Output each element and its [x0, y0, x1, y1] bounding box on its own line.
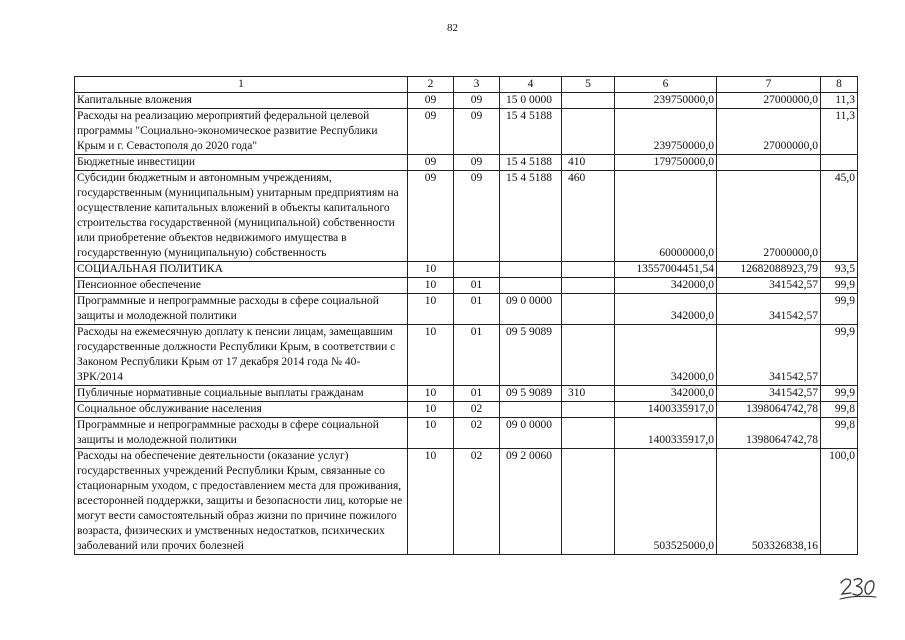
planned-amount-cell: 13557004451,54: [615, 262, 717, 278]
percent-cell: 93,5: [821, 262, 858, 278]
expense-type-cell: [562, 294, 615, 325]
target-article-cell: [500, 402, 562, 418]
subsection-code-cell: 01: [454, 386, 500, 402]
table-row: [75, 278, 858, 294]
table-row: [75, 171, 858, 262]
header-row: [75, 77, 858, 93]
planned-amount-cell: 1400335917,0: [615, 402, 717, 418]
target-article-cell: [500, 262, 562, 278]
row-name-cell: СОЦИАЛЬНАЯ ПОЛИТИКА: [75, 262, 408, 278]
header-cell: 1: [75, 77, 408, 93]
subsection-code-cell: 09: [454, 93, 500, 109]
target-article-cell: 15 4 5188: [500, 155, 562, 171]
table-row: [75, 325, 858, 386]
section-code-cell: 10: [408, 386, 454, 402]
percent-cell: 99,9: [821, 278, 858, 294]
planned-amount-cell: 239750000,0: [615, 93, 717, 109]
actual-amount-cell: 341542,57: [717, 325, 821, 386]
percent-cell: 99,8: [821, 418, 858, 449]
actual-amount-cell: 503326838,16: [717, 449, 821, 555]
target-article-cell: 15 4 5188: [500, 171, 562, 262]
target-article-cell: 15 0 0000: [500, 93, 562, 109]
header-cell: 5: [562, 77, 615, 93]
subsection-code-cell: 02: [454, 418, 500, 449]
expense-type-cell: [562, 325, 615, 386]
planned-amount-cell: 503525000,0: [615, 449, 717, 555]
section-code-cell: 10: [408, 262, 454, 278]
header-cell: 7: [717, 77, 821, 93]
section-code-cell: 10: [408, 418, 454, 449]
section-code-cell: 10: [408, 402, 454, 418]
table-row: [75, 93, 858, 109]
row-name-cell: Публичные нормативные социальные выплаты гражданам: [75, 386, 408, 402]
header-cell: 6: [615, 77, 717, 93]
section-code-cell: 10: [408, 449, 454, 555]
row-name-cell: Капитальные вложения: [75, 93, 408, 109]
page-number: 82: [447, 22, 458, 34]
table-row: [75, 155, 858, 171]
percent-cell: [821, 155, 858, 171]
actual-amount-cell: 27000000,0: [717, 171, 821, 262]
expense-type-cell: [562, 402, 615, 418]
expense-type-cell: [562, 449, 615, 555]
planned-amount-cell: 342000,0: [615, 325, 717, 386]
section-code-cell: 10: [408, 278, 454, 294]
actual-amount-cell: 341542,57: [717, 386, 821, 402]
actual-amount-cell: 341542,57: [717, 278, 821, 294]
expense-type-cell: 410: [562, 155, 615, 171]
header-cell: 3: [454, 77, 500, 93]
target-article-cell: 09 0 0000: [500, 294, 562, 325]
percent-cell: 45,0: [821, 171, 858, 262]
subsection-code-cell: 01: [454, 294, 500, 325]
section-code-cell: 10: [408, 294, 454, 325]
subsection-code-cell: 01: [454, 278, 500, 294]
expense-type-cell: 460: [562, 171, 615, 262]
header-cell: 8: [821, 77, 858, 93]
row-name-cell: Расходы на реализацию мероприятий федеральной целевой программы "Социально-экономическое развитие Республики Крым и г. Севастополя до 2020 года": [75, 109, 408, 155]
subsection-code-cell: 09: [454, 109, 500, 155]
target-article-cell: 09 0 0000: [500, 418, 562, 449]
actual-amount-cell: [717, 155, 821, 171]
subsection-code-cell: 02: [454, 449, 500, 555]
expense-type-cell: [562, 262, 615, 278]
table-row: [75, 109, 858, 155]
percent-cell: 11,3: [821, 93, 858, 109]
subsection-code-cell: 02: [454, 402, 500, 418]
header-cell: 4: [500, 77, 562, 93]
subsection-code-cell: 09: [454, 171, 500, 262]
planned-amount-cell: 179750000,0: [615, 155, 717, 171]
actual-amount-cell: 27000000,0: [717, 93, 821, 109]
table-row: [75, 449, 858, 555]
row-name-cell: Социальное обслуживание населения: [75, 402, 408, 418]
handwritten-page-number: [838, 574, 878, 602]
row-name-cell: Расходы на ежемесячную доплату к пенсии лицам, замещавшим государственные должности Республики Крым, в соответствии с Законом Республики Крым от 17 декабря 2014 года № 40-ЗРК/2014: [75, 325, 408, 386]
actual-amount-cell: 27000000,0: [717, 109, 821, 155]
target-article-cell: 09 5 9089: [500, 386, 562, 402]
planned-amount-cell: 342000,0: [615, 294, 717, 325]
row-name-cell: Расходы на обеспечение деятельности (оказание услуг) государственных учреждений Республики Крым, связанные со стационарным уходом, с предоставлением места для проживания, всесторонней поддержки, защиты и безопасности лиц, которые не могут вести самостоятельный образ жизни по причине пожилого возраста, физических и умственных недостатков, психических заболеваний или прочих болезней: [75, 449, 408, 555]
row-name-cell: Программные и непрограммные расходы в сфере социальной защиты и молодежной политики: [75, 418, 408, 449]
target-article-cell: 09 5 9089: [500, 325, 562, 386]
planned-amount-cell: 239750000,0: [615, 109, 717, 155]
target-article-cell: [500, 278, 562, 294]
section-code-cell: 09: [408, 109, 454, 155]
percent-cell: 99,9: [821, 294, 858, 325]
row-name-cell: Бюджетные инвестиции: [75, 155, 408, 171]
percent-cell: 99,8: [821, 402, 858, 418]
percent-cell: 99,9: [821, 325, 858, 386]
percent-cell: 99,9: [821, 386, 858, 402]
table-row: [75, 294, 858, 325]
section-code-cell: 09: [408, 93, 454, 109]
section-code-cell: 10: [408, 325, 454, 386]
section-code-cell: 09: [408, 171, 454, 262]
planned-amount-cell: 60000000,0: [615, 171, 717, 262]
expense-type-cell: 310: [562, 386, 615, 402]
table-row: [75, 402, 858, 418]
planned-amount-cell: 342000,0: [615, 386, 717, 402]
subsection-code-cell: [454, 262, 500, 278]
row-name-cell: Субсидии бюджетным и автономным учреждениям, государственным (муниципальным) унитарным предприятиям на осуществление капитальных вложений в объекты капитального строительства государственной (муниципальной) собственности или приобретение объектов недвижимого имущества в государственную (муниципальную) собственность: [75, 171, 408, 262]
percent-cell: 100,0: [821, 449, 858, 555]
table-row: [75, 418, 858, 449]
subsection-code-cell: 01: [454, 325, 500, 386]
expense-type-cell: [562, 93, 615, 109]
actual-amount-cell: 12682088923,79: [717, 262, 821, 278]
actual-amount-cell: 341542,57: [717, 294, 821, 325]
target-article-cell: 15 4 5188: [500, 109, 562, 155]
table-row: [75, 262, 858, 278]
budget-table: [74, 76, 858, 555]
subsection-code-cell: 09: [454, 155, 500, 171]
percent-cell: 11,3: [821, 109, 858, 155]
actual-amount-cell: 1398064742,78: [717, 418, 821, 449]
expense-type-cell: [562, 418, 615, 449]
section-code-cell: 09: [408, 155, 454, 171]
header-cell: 2: [408, 77, 454, 93]
actual-amount-cell: 1398064742,78: [717, 402, 821, 418]
table-body: [75, 93, 858, 555]
target-article-cell: 09 2 0060: [500, 449, 562, 555]
expense-type-cell: [562, 278, 615, 294]
expense-type-cell: [562, 109, 615, 155]
row-name-cell: Программные и непрограммные расходы в сфере социальной защиты и молодежной политики: [75, 294, 408, 325]
planned-amount-cell: 1400335917,0: [615, 418, 717, 449]
table-row: [75, 386, 858, 402]
row-name-cell: Пенсионное обеспечение: [75, 278, 408, 294]
planned-amount-cell: 342000,0: [615, 278, 717, 294]
